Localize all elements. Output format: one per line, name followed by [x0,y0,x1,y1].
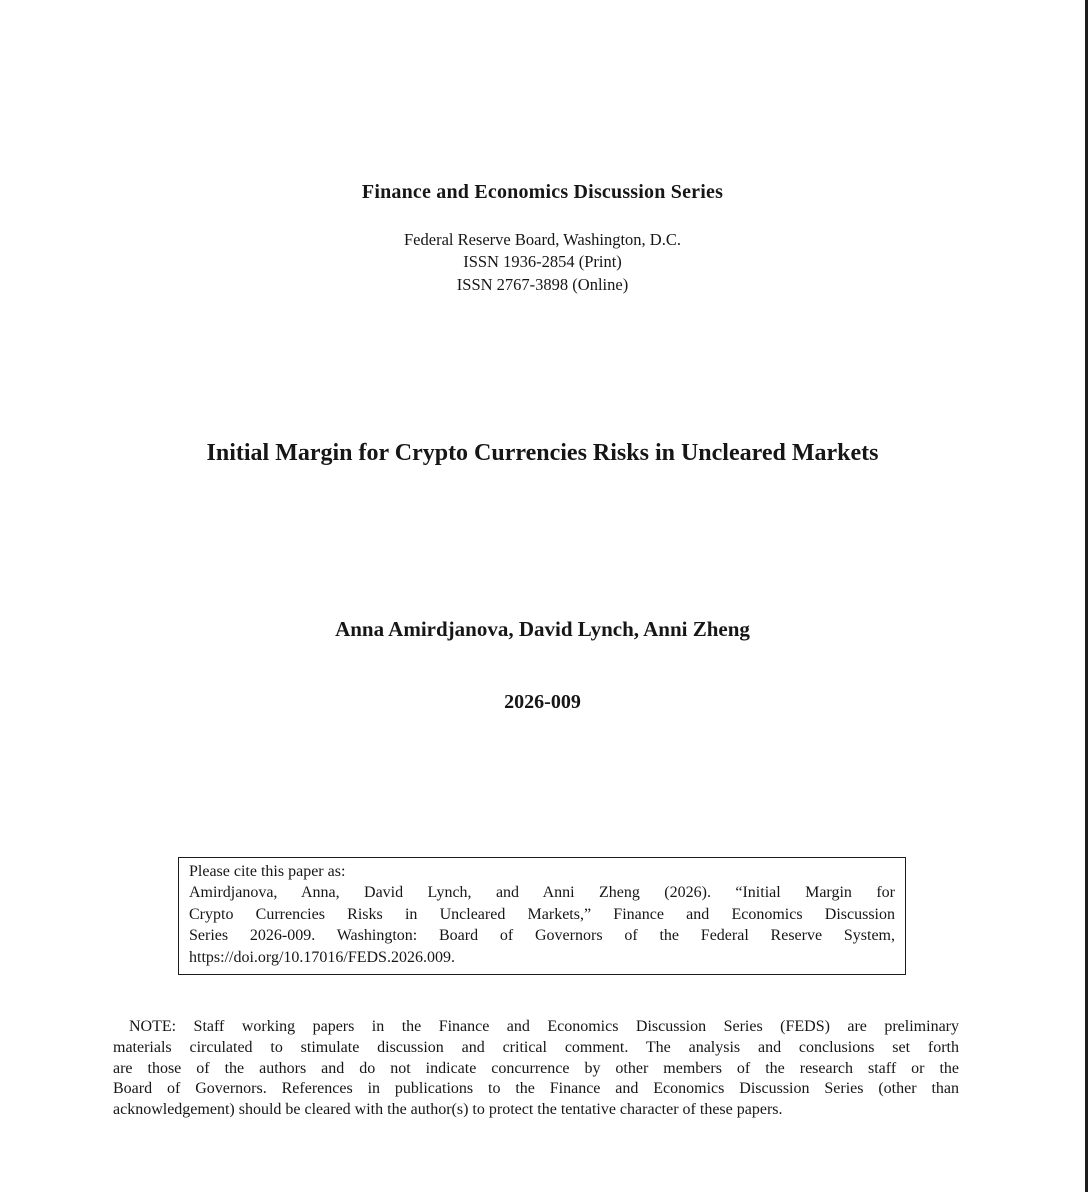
note-line: NOTE: Staff working papers in the Finance and Economics Discussion Series (FEDS) are preliminary [129,1018,959,1035]
note-paragraph [113,1017,959,1121]
issn-online-line: ISSN 2767-3898 (Online) [456,274,629,294]
paper-number: 2026-009 [504,691,581,713]
header-address-block [0,229,1085,296]
authors-line: Anna Amirdjanova, David Lynch, Anni Zheng [335,617,750,641]
note-line: materials circulated to stimulate discussion and critical comment. The analysis and conclusions set forth [113,1038,959,1056]
issn-print-line: ISSN 1936-2854 (Print) [463,252,622,272]
institution-line: Federal Reserve Board, Washington, D.C. [404,230,681,249]
citation-line: Crypto Currencies Risks in Uncleared Markets,” Finance and Economics Discussion [189,905,895,923]
citation-intro-line: Please cite this paper as: [189,863,346,880]
citation-doi-line: https://doi.org/10.17016/FEDS.2026.009. [189,948,455,966]
note-line: are those of the authors and do not indicate concurrence by other members of the research staff or the [113,1059,959,1077]
note-line: acknowledgement) should be cleared with the author(s) to protect the tentative character of these papers. [113,1101,783,1119]
citation-box [178,857,906,975]
citation-line: Amirdjanova, Anna, David Lynch, and Anni Zheng (2026). “Initial Margin for [189,884,895,902]
citation-line: Series 2026-009. Washington: Board of Governors of the Federal Reserve System, [189,927,895,945]
paper-title: Initial Margin for Crypto Currencies Risks in Uncleared Markets [206,440,879,466]
series-title: Finance and Economics Discussion Series [361,181,724,203]
note-line: Board of Governors. References in publications to the Finance and Economics Discussion Series (other than [113,1080,959,1098]
